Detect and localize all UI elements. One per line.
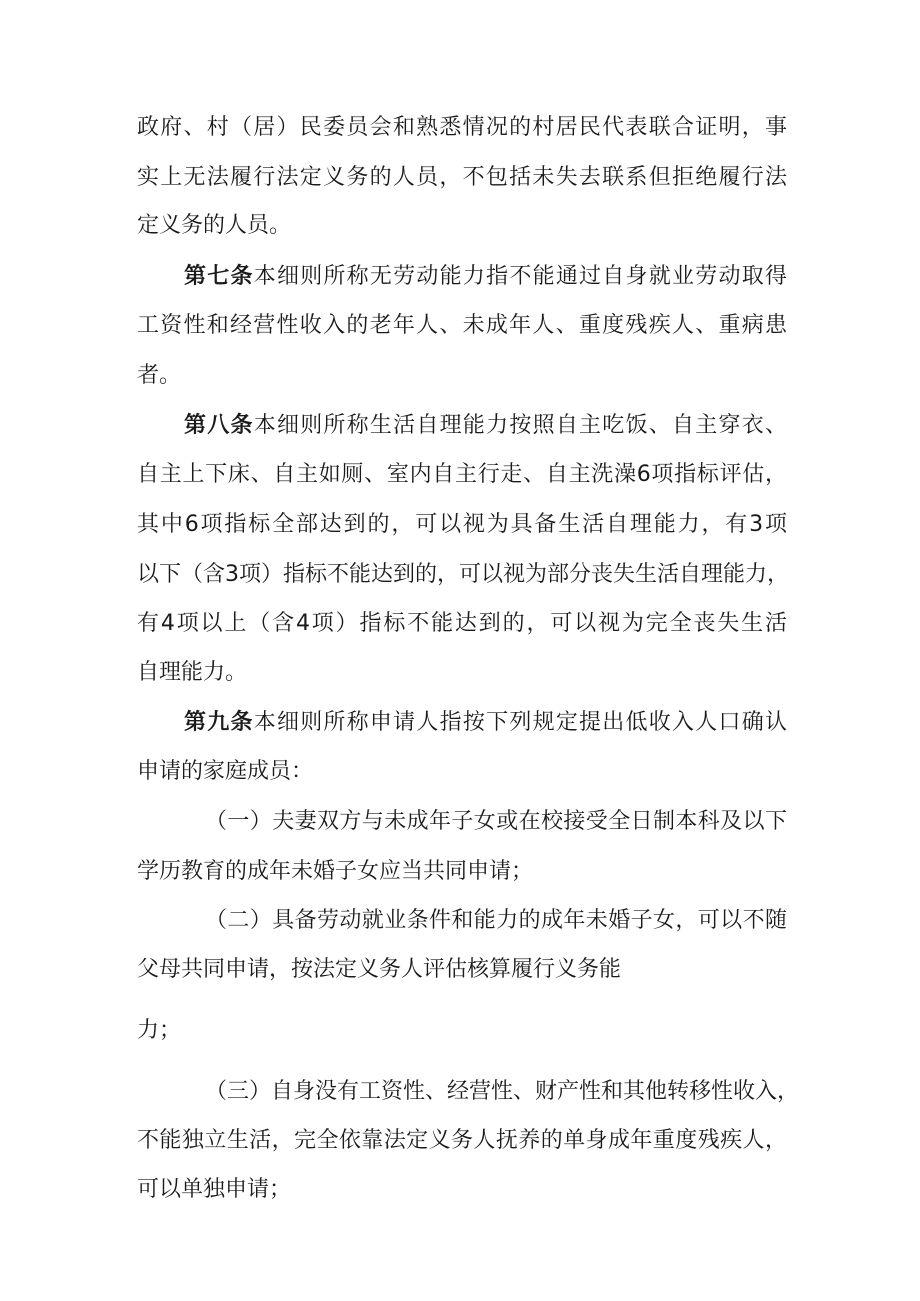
text-line: 自主上下床、自主如厕、室内自主行走、自主洗澡6项指标评估， [137,462,787,487]
text-line: 父母共同申请，按法定义务人评估核算履行义务能 [137,957,622,982]
text-line: 者。 [137,363,182,388]
text-line: （一）夫妻双方与未成年子女或在校接受全日制本科及以下 [205,809,787,834]
article-9-first-line [184,708,787,738]
text-line: 工资性和经营性收入的老年人、未成年人、重度残疾人、重病患 [137,313,787,338]
text-line: （二）具备劳动就业条件和能力的成年未婚子女，可以不随 [205,908,787,933]
text-line: 自理能力。 [137,660,248,685]
article-8-heading: 第八条 [184,413,254,438]
text-line: 本细则所称生活自理能力按照自主吃饭、自主穿衣、 [253,413,787,438]
article-8-first-line [184,411,787,441]
text-line: 本细则所称无劳动能力指不能通过自身就业劳动取得 [253,264,787,289]
text-line: 有4项以上（含4项）指标不能达到的，可以视为完全丧失生活 [137,611,787,636]
text-line: （三）自身没有工资性、经营性、财产性和其他转移性收入， [205,1079,800,1104]
text-line: 力； [137,1018,182,1043]
text-line: 定义务的人员。 [137,213,292,238]
text-line: 不能独立生活，完全依靠法定义务人抚养的单身成年重度残疾人， [137,1128,787,1153]
text-line: 实上无法履行法定义务的人员，不包括未失去联系但拒绝履行法 [137,165,787,190]
article-7-heading: 第七条 [184,264,254,289]
text-line: 申请的家庭成员： [137,759,314,784]
text-line: 以下（含3项）指标不能达到的，可以视为部分丧失生活自理能力， [137,562,789,587]
text-line: 政府、村（居）民委员会和熟悉情况的村居民代表联合证明，事 [137,115,787,140]
text-line: 本细则所称申请人指按下列规定提出低收入人口确认 [253,710,787,735]
article-7-first-line [184,262,787,292]
text-line: 学历教育的成年未婚子女应当共同申请； [137,859,534,884]
text-line: 其中6项指标全部达到的，可以视为具备生活自理能力，有3项 [137,512,787,537]
article-9-heading: 第九条 [184,710,254,735]
text-line: 可以单独申请； [137,1177,292,1202]
